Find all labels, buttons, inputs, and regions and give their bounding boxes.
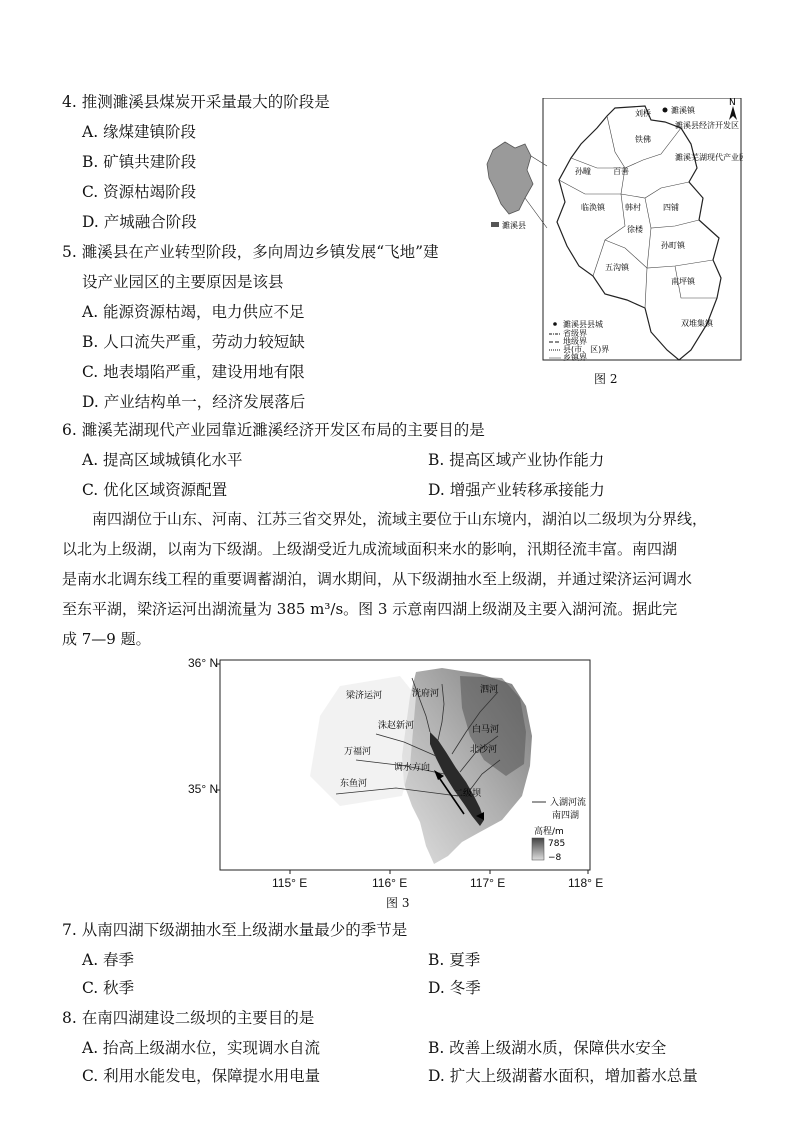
river-label: 东鱼河 (340, 779, 368, 789)
town-label: 韩村 (625, 203, 641, 212)
lat-label-35: 35° N (188, 782, 219, 796)
town-label: 徐楼 (627, 225, 643, 234)
lon-label-117: 117° E (470, 876, 506, 890)
lon-label-116: 116° E (372, 876, 408, 890)
legend-elevation-title: 高程/m (534, 827, 564, 837)
elevation-color-bar (532, 838, 544, 860)
legend-item: 乡镇界 (563, 353, 587, 362)
q5-stem-line1: 5. 濉溪县在产业转型阶段，多向周边乡镇发展“飞地”建 (62, 243, 439, 261)
q7-stem: 7. 从南四湖下级湖抽水至上级湖水量最少的季节是 (62, 921, 408, 939)
lat-label-36: 36° N (188, 656, 219, 670)
legend-county-seat-icon (553, 322, 557, 326)
passage-line-4: 至东平湖，梁济运河出湖流量为 385 m³/s。图 3 示意南四湖上级湖及主要入湖河流。据此完 (62, 600, 678, 618)
legend-item: 县(市、区)界 (563, 345, 610, 354)
lon-label-115: 115° E (272, 876, 308, 890)
inset-label: 濉溪县 (502, 221, 526, 230)
town-label: 四铺 (663, 203, 679, 212)
town-label: 濉溪镇 (671, 106, 695, 115)
q8-option-d: D. 扩大上级湖蓄水面积，增加蓄水总量 (428, 1067, 698, 1085)
q5-option-b: B. 人口流失严重，劳动力较短缺 (82, 333, 305, 351)
river-label: 梁济运河 (346, 691, 383, 701)
town-label: 铁佛 (635, 135, 651, 144)
q8-option-b: B. 改善上级湖水质，保障供水安全 (428, 1039, 667, 1057)
town-label: 濉溪芜湖现代产业园 (675, 153, 743, 162)
town-label: 濉溪县经济开发区 (675, 121, 739, 130)
inset-legend-swatch (491, 222, 499, 227)
q7-option-c: C. 秋季 (82, 979, 135, 997)
legend-lake-label: 南四湖 (552, 811, 580, 821)
figure-3-caption: 图 3 (386, 896, 410, 910)
q5-option-a: A. 能源资源枯竭，电力供应不足 (82, 303, 305, 321)
q7-option-b: B. 夏季 (428, 951, 481, 969)
legend-item: 省级界 (563, 329, 587, 338)
q5-stem-line2: 设产业园区的主要原因是该县 (82, 273, 284, 291)
figure-3-svg (180, 656, 600, 892)
q8-option-c: C. 利用水能发电，保障提水用电量 (82, 1067, 321, 1085)
river-label: 泗河 (480, 685, 499, 695)
figure-3-map (180, 656, 600, 892)
q5-option-d: D. 产业结构单一，经济发展落后 (82, 393, 306, 411)
river-label: 调水方向 (394, 763, 431, 773)
q4-stem: 4. 推测濉溪县煤炭开采量最大的阶段是 (62, 93, 330, 111)
q8-stem: 8. 在南四湖建设二级坝的主要目的是 (62, 1009, 315, 1027)
inset-county-shape (487, 142, 533, 214)
north-label: N (729, 98, 736, 108)
q4-option-d: D. 产城融合阶段 (82, 213, 197, 231)
passage-line-2: 以北为上级湖，以南为下级湖。上级湖受近九成流域面积来水的影响，汛期径流丰富。南四湖 (62, 540, 678, 558)
passage-line-3: 是南水北调东线工程的重要调蓄湖泊，调水期间，从下级湖抽水至上级湖，并通过梁济运河调水 (62, 570, 693, 588)
q7-option-a: A. 春季 (82, 951, 135, 969)
lon-label-118: 118° E (568, 876, 604, 890)
elevation-max-label: 785 (548, 839, 566, 849)
q6-option-a: A. 提高区域城镇化水平 (82, 451, 243, 469)
river-label: 二级坝 (454, 789, 482, 799)
town-label: 南坪镇 (671, 277, 695, 286)
town-label: 刘桥 (635, 109, 651, 118)
q7-option-d: D. 冬季 (428, 979, 481, 997)
passage-line-5: 成 7—9 题。 (62, 630, 151, 648)
river-label: 白马河 (472, 725, 500, 735)
q6-option-c: C. 优化区域资源配置 (82, 481, 228, 499)
river-label: 洸府河 (412, 689, 440, 699)
county-seat-dot (663, 108, 668, 113)
q6-stem: 6. 濉溪芜湖现代产业园靠近濉溪经济开发区布局的主要目的是 (62, 421, 485, 439)
river-label: 万福河 (344, 747, 372, 757)
figure-2-map (475, 98, 743, 370)
q4-option-a: A. 缘煤建镇阶段 (82, 123, 197, 141)
passage-line-1: 南四湖位于山东、河南、江苏三省交界处，流域主要位于山东境内，湖泊以二级坝为分界线， (92, 510, 708, 528)
q6-option-d: D. 增强产业转移承接能力 (428, 481, 605, 499)
elevation-min-label: −8 (548, 853, 562, 863)
town-label: 孙町镇 (661, 241, 685, 250)
q4-option-b: B. 矿镇共建阶段 (82, 153, 197, 171)
river-label: 洙赵新河 (378, 721, 415, 731)
figure-2-caption: 图 2 (594, 372, 618, 386)
q5-option-c: C. 地表塌陷严重，建设用地有限 (82, 363, 305, 381)
legend-item: 地级界 (563, 337, 587, 346)
legend-item: 濉溪县县城 (563, 320, 603, 329)
town-label: 百善 (613, 167, 629, 176)
q6-option-b: B. 提高区域产业协作能力 (428, 451, 605, 469)
q8-option-a: A. 抬高上级湖水位，实现调水自流 (82, 1039, 321, 1057)
town-label: 孙疃 (575, 167, 591, 176)
town-label: 双堆集镇 (681, 319, 713, 328)
figure-2-svg (475, 98, 743, 370)
legend-river-label: 入湖河流 (550, 798, 587, 808)
river-label: 北沙河 (470, 745, 498, 755)
q4-option-c: C. 资源枯竭阶段 (82, 183, 197, 201)
town-label: 五沟镇 (605, 263, 629, 272)
town-label: 临涣镇 (581, 203, 605, 212)
